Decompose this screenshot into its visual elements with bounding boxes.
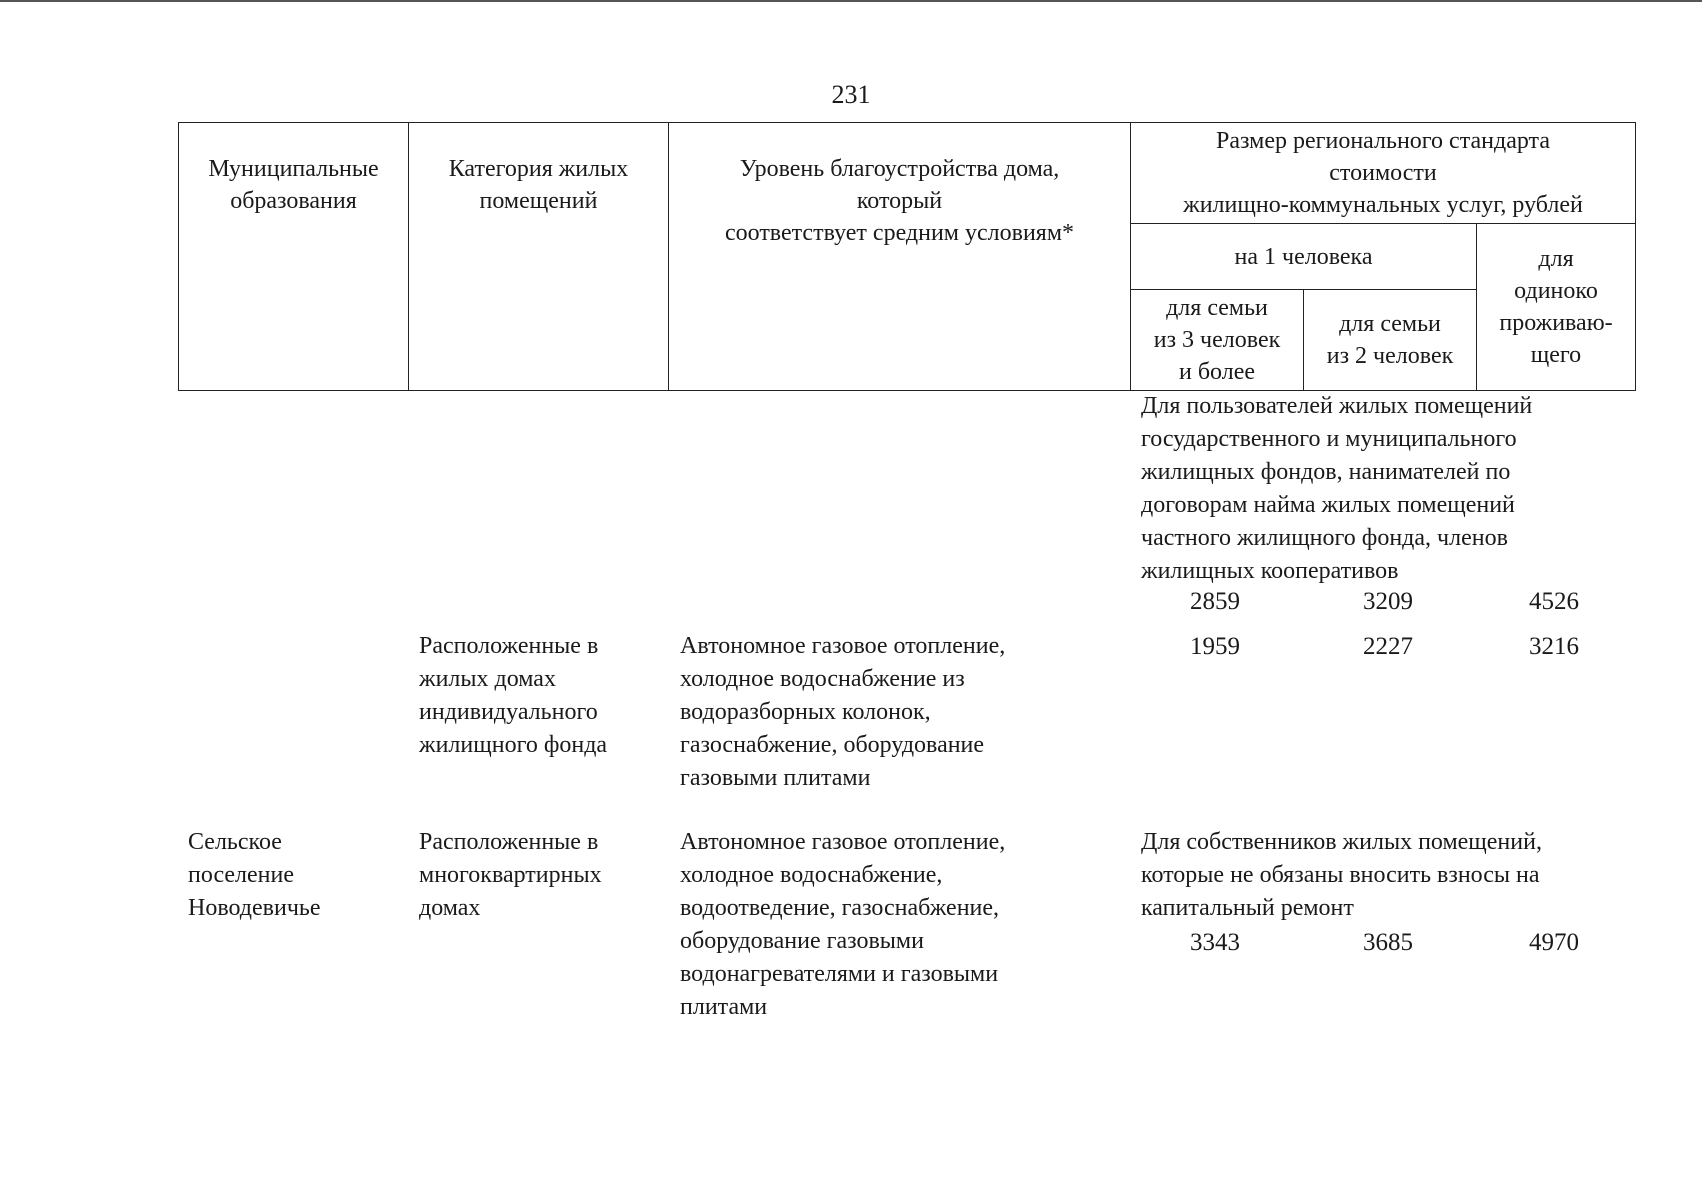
header-family2: для семьи из 2 человек — [1304, 290, 1477, 391]
individual-level: Автономное газовое отопление, холодное водоснабжение из водоразборных колонок, газоснабжение, оборудование газовыми плитами — [680, 633, 1006, 791]
individual-value-family3: 1959 — [1190, 633, 1240, 660]
header-standard: Размер регионального стандарта стоимости жилищно-коммунальных услуг, рублей — [1131, 123, 1636, 224]
header-table — [178, 122, 1636, 391]
owners-value-family3: 3343 — [1190, 929, 1240, 956]
owners-note: Для собственников жилых помещений, которые не обязаны вносить взносы на капитальный ремонт — [1141, 829, 1542, 921]
tenants-value-single: 4526 — [1529, 588, 1579, 615]
header-per-person: на 1 человека — [1131, 224, 1477, 290]
novodevichye-municipality: Сельское поселение Новодевичье — [188, 829, 321, 921]
individual-category: Расположенные в жилых домах индивидуального жилищного фонда — [419, 633, 608, 758]
tenants-value-family3: 2859 — [1190, 588, 1240, 615]
owners-value-single: 4970 — [1529, 929, 1579, 956]
header-level: Уровень благоустройства дома, который соответствует средним условиям* — [669, 123, 1131, 391]
page-number: 231 — [831, 80, 871, 109]
header-municipality: Муниципальные образования — [179, 123, 409, 391]
tenants-note: Для пользователей жилых помещений государственного и муниципального жилищных фондов, нанимателей по договорам найма жилых помещений частного жилищного фонда, членов жилищных кооперативов — [1141, 393, 1533, 584]
individual-value-single: 3216 — [1529, 633, 1579, 660]
novodevichye-level: Автономное газовое отопление, холодное водоснабжение, водоотведение, газоснабжение, оборудование газовыми водонагревателями и газовыми плитами — [680, 829, 1006, 1020]
header-category: Категория жилых помещений — [409, 123, 669, 391]
header-family3: для семьи из 3 человек и более — [1131, 290, 1304, 391]
header-single: для одиноко проживаю- щего — [1477, 224, 1636, 391]
top-rule — [0, 0, 1702, 2]
novodevichye-category: Расположенные в многоквартирных домах — [419, 829, 602, 921]
individual-value-family2: 2227 — [1363, 633, 1413, 660]
owners-value-family2: 3685 — [1363, 929, 1413, 956]
tenants-value-family2: 3209 — [1363, 588, 1413, 615]
